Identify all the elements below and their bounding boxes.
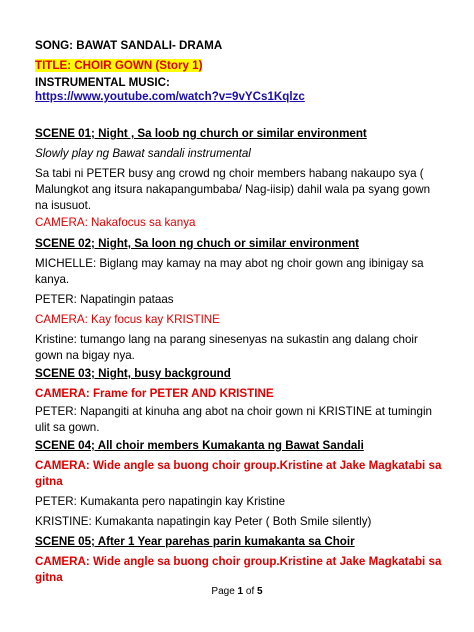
scene-04-camera: CAMERA: Wide angle sa buong choir group.Kristine at Jake Magkatabi sa gitna <box>35 459 442 488</box>
scene-02-peter: PETER: Napatingin pataas <box>35 293 174 306</box>
scene-03-peter: PETER: Napangiti at kinuha ang abot na choir gown ni KRISTINE at tumingin ulit sa gown. <box>35 405 432 434</box>
story-title: TITLE: CHOIR GOWN (Story 1) <box>35 59 203 72</box>
title-line <box>35 58 445 74</box>
song-line: SONG: BAWAT SANDALI- DRAMA <box>35 39 223 52</box>
scene-02-camera: CAMERA: Kay focus kay KRISTINE <box>35 313 220 326</box>
scene-01-action: Sa tabi ni PETER busy ang crowd ng choir members habang nakaupo sya ( Malungkot ang itsura nakapangumbaba/ Nag-iisip) dahil wala pa syang gown na isusuot. <box>35 167 431 212</box>
page-word: Page <box>211 586 235 597</box>
scene-05-heading: SCENE 05; After 1 Year parehas parin kumakanta sa Choir <box>35 535 355 548</box>
scene-02-kristine: Kristine: tumango lang na parang sinesenyas na sukastin ang dalang choir gown na bigay nya. <box>35 333 418 362</box>
scene-04-heading: SCENE 04; All choir members Kumakanta ng Bawat Sandali <box>35 439 364 452</box>
scene-01-heading: SCENE 01; Night , Sa loob ng church or similar environment <box>35 127 367 140</box>
youtube-link[interactable]: https://www.youtube.com/watch?v=9vYCs1Kqlzc <box>35 90 305 103</box>
of-word: of <box>245 586 255 597</box>
instrumental-link-line <box>35 89 445 105</box>
page-total: 5 <box>257 586 263 597</box>
scene-05-camera: CAMERA: Wide angle sa buong choir group.Kristine at Jake Magkatabi sa gitna <box>35 555 442 584</box>
scene-03-camera: CAMERA: Frame for PETER AND KRISTINE <box>35 387 274 400</box>
scene-02-heading: SCENE 02; Night, Sa loon ng chuch or similar environment <box>35 237 360 250</box>
scene-01-camera: CAMERA: Nakafocus sa kanya <box>35 216 196 229</box>
scene-04-kristine: KRISTINE: Kumakanta napatingin kay Peter ( Both Smile silently) <box>35 515 372 528</box>
scene-01-direction: Slowly play ng Bawat sandali instrumental <box>35 147 251 160</box>
scene-02-michelle: MICHELLE: Biglang may kamay na may abot ng choir gown ang ibinigay sa kanya. <box>35 257 424 286</box>
page-number: 1 <box>237 586 244 597</box>
instrumental-label: INSTRUMENTAL MUSIC: <box>35 76 170 89</box>
page-footer <box>0 586 474 597</box>
scene-03-heading: SCENE 03; Night, busy background <box>35 367 231 380</box>
scene-04-peter: PETER: Kumakanta pero napatingin kay Kristine <box>35 495 286 508</box>
